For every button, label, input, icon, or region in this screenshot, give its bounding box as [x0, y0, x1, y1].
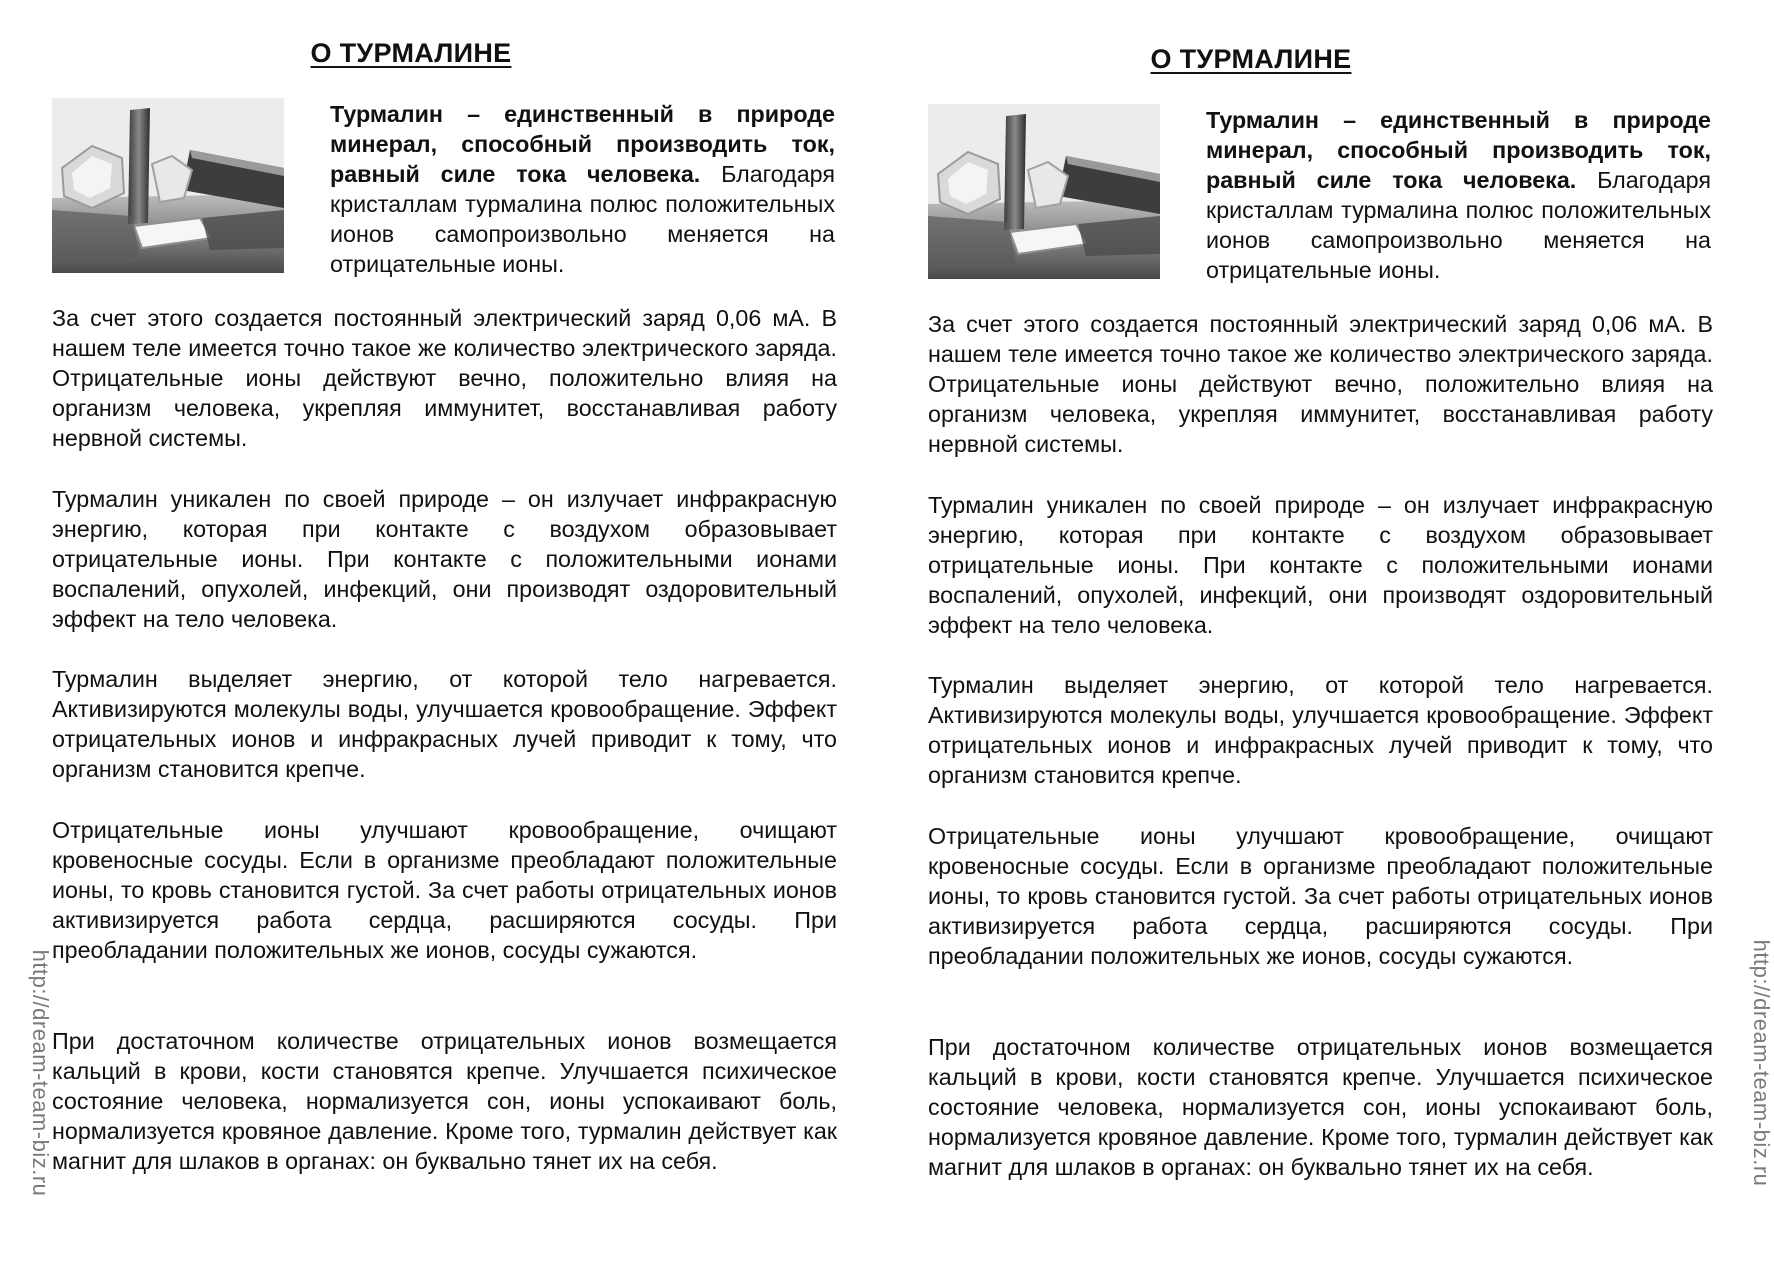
- intro-paragraph: [330, 99, 835, 279]
- intro-regular-text: Благодаря кристаллам турмалина полюс положительных ионов самопроизвольно меняется на отрицательные ионы.: [330, 161, 835, 277]
- tourmaline-crystals-icon: [928, 104, 1160, 279]
- paragraph-1: За счет этого создается постоянный электрический заряд 0,06 мА. В нашем теле имеется точно такое же количество электрического заряда. Отрицательные ионы действуют вечно, положительно влияя на организм человека, укрепляя иммунитет, восстанавливая работу нервной системы.: [52, 305, 837, 451]
- paragraph-2: Турмалин уникален по своей природе – он излучает инфракрасную энергию, которая при контакте с воздухом образовывает отрицательные ионы. При контакте с положительными ионами воспалений, опухолей, инфекций, они производят оздоровительный эффект на тело человека.: [52, 486, 837, 632]
- tourmaline-crystals-icon: [52, 98, 284, 273]
- paragraph-4: Отрицательные ионы улучшают кровообращение, очищают кровеносные сосуды. Если в организме преобладают положительные ионы, то кровь становится густой. За счет работы отрицательных ионов активизируется работа сердца, расширяются сосуды. При преобладании положительных же ионов, сосуды сужаются.: [928, 823, 1713, 969]
- watermark-url-left: http://dream-team-biz.ru: [28, 949, 53, 1197]
- paragraph-1: За счет этого создается постоянный электрический заряд 0,06 мА. В нашем теле имеется точно такое же количество электрического заряда. Отрицательные ионы действуют вечно, положительно влияя на организм человека, укрепляя иммунитет, восстанавливая работу нервной системы.: [928, 311, 1713, 457]
- paragraph-2: Турмалин уникален по своей природе – он излучает инфракрасную энергию, которая при контакте с воздухом образовывает отрицательные ионы. При контакте с положительными ионами воспалений, опухолей, инфекций, они производят оздоровительный эффект на тело человека.: [928, 492, 1713, 638]
- intro-paragraph: [1206, 105, 1711, 285]
- right-page: [928, 44, 1718, 1284]
- paragraph-4: Отрицательные ионы улучшают кровообращение, очищают кровеносные сосуды. Если в организме преобладают положительные ионы, то кровь становится густой. За счет работы отрицательных ионов активизируется работа сердца, расширяются сосуды. При преобладании положительных же ионов, сосуды сужаются.: [52, 817, 837, 963]
- intro-bold-text: Турмалин – единственный в природе минерал, способный производить ток, равный силе тока человека.: [1206, 107, 1711, 193]
- paragraph-3: Турмалин выделяет энергию, от которой тело нагревается. Активизируются молекулы воды, улучшается кровообращение. Эффект отрицательных ионов и инфракрасных лучей приводит к тому, что организм становится крепче.: [928, 672, 1713, 788]
- page-title: О ТУРМАЛИНЕ: [1150, 44, 1352, 74]
- left-page: [52, 38, 842, 1278]
- watermark-url-right: http://dream-team-biz.ru: [1749, 939, 1774, 1187]
- intro-bold-text: Турмалин – единственный в природе минерал, способный производить ток, равный силе тока человека.: [330, 101, 835, 187]
- intro-regular-text: Благодаря кристаллам турмалина полюс положительных ионов самопроизвольно меняется на отрицательные ионы.: [1206, 167, 1711, 283]
- paragraph-3: Турмалин выделяет энергию, от которой тело нагревается. Активизируются молекулы воды, улучшается кровообращение. Эффект отрицательных ионов и инфракрасных лучей приводит к тому, что организм становится крепче.: [52, 666, 837, 782]
- page-title: О ТУРМАЛИНЕ: [310, 38, 512, 68]
- paragraph-5: При достаточном количестве отрицательных ионов возмещается кальций в крови, кости становятся крепче. Улучшается психическое состояние человека, нормализуется сон, ионы успокаивают боль, нормализуется кровяное давление. Кроме того, турмалин действует как магнит для шлаков в органах: он буквально тянет их на себя.: [52, 1028, 837, 1174]
- paragraph-5: При достаточном количестве отрицательных ионов возмещается кальций в крови, кости становятся крепче. Улучшается психическое состояние человека, нормализуется сон, ионы успокаивают боль, нормализуется кровяное давление. Кроме того, турмалин действует как магнит для шлаков в органах: он буквально тянет их на себя.: [928, 1034, 1713, 1180]
